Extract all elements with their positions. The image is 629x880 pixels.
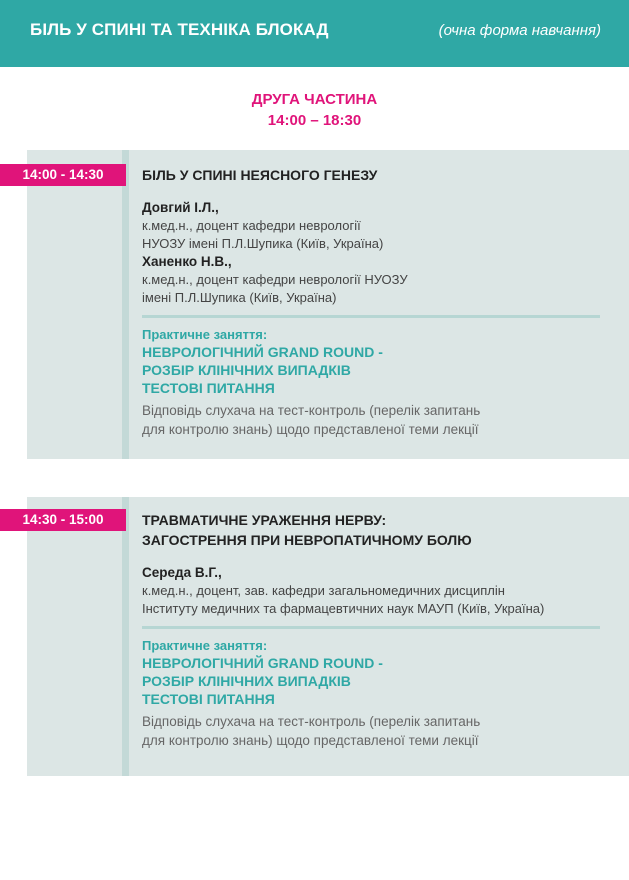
speaker-name: Довгий І.Л., (142, 200, 219, 215)
section-divider (142, 626, 600, 629)
part-time: 14:00 – 18:30 (267, 112, 362, 129)
session-content-1 (142, 165, 612, 439)
practice-note: для контролю знань) щодо представленої теми лекції (142, 422, 479, 437)
speaker-name: Ханенко Н.В., (142, 254, 232, 269)
practice-title: РОЗБІР КЛІНІЧНИХ ВИПАДКІВ (142, 362, 351, 378)
speaker-info: імені П.Л.Шупика (Київ, Україна) (142, 290, 337, 305)
course-title: БІЛЬ У СПИНІ ТА ТЕХНІКА БЛОКАД (30, 20, 329, 39)
practice-title: ТЕСТОВІ ПИТАННЯ (142, 380, 275, 396)
speaker-info: к.мед.н., доцент, зав. кафедри загальномедичних дисциплін (142, 583, 505, 598)
practice-label: Практичне заняття: (142, 327, 268, 342)
header-banner (0, 0, 629, 67)
session-rail (122, 497, 129, 776)
speaker-info: НУОЗУ імені П.Л.Шупика (Київ, Україна) (142, 236, 384, 251)
part-title: ДРУГА ЧАСТИНА (251, 91, 378, 108)
practice-title: ТЕСТОВІ ПИТАННЯ (142, 691, 275, 707)
session-topic: ТРАВМАТИЧНЕ УРАЖЕННЯ НЕРВУ: (142, 512, 387, 528)
session-time-badge: 14:00 - 14:30 (0, 164, 126, 186)
practice-title: НЕВРОЛОГІЧНИЙ GRAND ROUND - (142, 344, 383, 360)
speaker-info: Інституту медичних та фармацевтичних наук МАУП (Київ, Україна) (142, 601, 545, 616)
practice-label: Практичне заняття: (142, 638, 268, 653)
speaker-info: к.мед.н., доцент кафедри неврології НУОЗУ (142, 272, 408, 287)
practice-note: Відповідь слухача на тест-контроль (перелік запитань (142, 403, 481, 418)
practice-title: НЕВРОЛОГІЧНИЙ GRAND ROUND - (142, 655, 383, 671)
speaker-name: Середа В.Г., (142, 565, 222, 580)
practice-note: Відповідь слухача на тест-контроль (перелік запитань (142, 714, 481, 729)
speaker-info: к.мед.н., доцент кафедри неврології (142, 218, 361, 233)
practice-title: РОЗБІР КЛІНІЧНИХ ВИПАДКІВ (142, 673, 351, 689)
session-time-badge: 14:30 - 15:00 (0, 509, 126, 531)
session-topic: БІЛЬ У СПИНІ НЕЯСНОГО ГЕНЕЗУ (142, 167, 378, 183)
section-divider (142, 315, 600, 318)
course-form: (очна форма навчання) (438, 22, 601, 39)
session-topic: ЗАГОСТРЕННЯ ПРИ НЕВРОПАТИЧНОМУ БОЛЮ (142, 532, 472, 548)
practice-note: для контролю знань) щодо представленої теми лекції (142, 733, 479, 748)
session-rail (122, 150, 129, 459)
session-content-2 (142, 510, 612, 750)
